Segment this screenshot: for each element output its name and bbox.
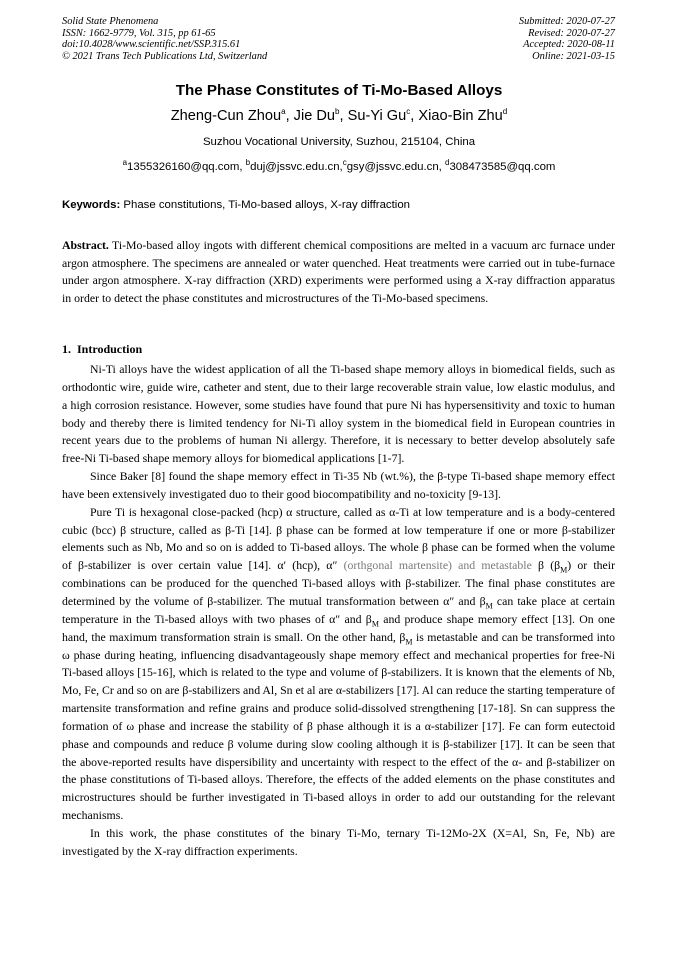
submitted-date: Submitted: 2020-07-27 <box>518 16 615 27</box>
abstract-label: Abstract. <box>62 238 109 252</box>
revised-date: Revised: 2020-07-27 <box>528 27 615 39</box>
email-sup: d <box>445 158 450 168</box>
journal-name: Solid State Phenomena <box>62 16 159 27</box>
email-address[interactable]: gsy@jssvc.edu.cn, <box>346 161 446 173</box>
email-address[interactable]: 1355326160@qq.com, <box>127 161 246 173</box>
section-body <box>62 361 615 861</box>
email-sup: a <box>122 158 128 168</box>
email-sup: b <box>245 158 251 168</box>
email-address[interactable]: duj@jssvc.edu.cn, <box>250 161 343 173</box>
subscript: M <box>371 619 379 629</box>
email-list <box>0 158 678 173</box>
paragraph <box>62 504 615 825</box>
abstract <box>62 237 615 307</box>
section-number: 1. <box>62 342 71 356</box>
author-sup: c <box>406 107 411 117</box>
paragraph-text: and produce shape memory effect [13]. On one hand, the maximum transformation strain is small. On the other hand, β <box>62 611 615 644</box>
author-sep: , <box>410 108 419 124</box>
author-sup: b <box>335 107 340 117</box>
author-sup: a <box>281 107 286 117</box>
paragraph: Ni-Ti alloys have the widest application of all the Ti-based shape memory alloys in biomedical fields, such as orthodontic wire, guide wire, catheter and stent, due to their large recoverable strain value, low elastic modulus, and a high corrosion resistance. However, some studies have found that pure Ni has hypersensitivity and toxic to human body and thereby there is limited tendency for Ni-Ti alloy system in the biomedical field in European countries in recent years due to the problems of human Ni allergy. Therefore, it is necessary to better develop absolutely safe free-Ni Ti-based shape memory alloys for biomedical applications [1-7]. <box>62 362 615 466</box>
paragraph-text: β (β <box>531 558 561 573</box>
email-sup: c <box>342 158 347 168</box>
paragraph-text: Pure Ti is hexagonal close-packed (hcp) α structure, called as α-Ti at low temperature and is a body-centered cubic (bcc) β structure, called as β-Ti [14]. β phase can be formed at low temperature if one or more β-stabilizer elements such as Nb, Mo and so on is added to Ti-based alloys. The whole β phase can be formed when the volume of β-stabilizer is over certain value [14]. α′ (hcp), α″ <box>62 504 615 573</box>
issn-line: ISSN: 1662-9779, Vol. 315, pp 61-65 <box>62 27 216 39</box>
author-name: Xiao-Bin Zhu <box>418 108 503 124</box>
paragraph: Since Baker [8] found the shape memory effect in Ti-35 Nb (wt.%), the β-type Ti-based shape memory effect have been extensively investigated duo to their good biocompatibility and no-toxicity [9-13]. <box>62 469 615 501</box>
section-heading <box>62 342 142 357</box>
subscript: M <box>405 637 413 647</box>
author-name: Zheng-Cun Zhou <box>170 108 282 124</box>
keywords <box>62 199 617 211</box>
subscript: M <box>560 565 568 575</box>
subscript: M <box>485 601 493 611</box>
paragraph-text-gray: (orthgonal martensite) and metastable <box>343 558 532 573</box>
copyright-line: © 2021 Trans Tech Publications Ltd, Switzerland <box>62 50 268 62</box>
accepted-date: Accepted: 2020-08-11 <box>523 39 615 51</box>
journal-info <box>62 16 267 62</box>
author-name: Jie Du <box>293 108 336 124</box>
author-name: Su-Yi Gu <box>347 108 407 124</box>
abstract-text: Ti-Mo-based alloy ingots with different chemical compositions are melted in a vacuum arc furnace under argon atmosphere. The specimens are annealed or water quenched. Heat treatments were carried out in tube-furnace under argon atmosphere. X-ray diffraction (XRD) experiments were performed using a X-ray diffraction apparatus in order to detect the phase constitutes and microstructures of the Ti-Mo-based specimens. <box>62 238 615 305</box>
section-title: Introduction <box>77 342 143 356</box>
author-sup: d <box>502 107 508 117</box>
keywords-text: Phase constitutions, Ti-Mo-based alloys, X-ray diffraction <box>120 199 410 211</box>
author-sep: , <box>285 108 294 124</box>
online-date: Online: 2021-03-15 <box>532 50 615 62</box>
paragraph-text: can take place at certain temperature in the Ti-based alloys with two phases of α″ and β <box>62 593 615 626</box>
keywords-label: Keywords: <box>62 199 121 211</box>
paper-title: The Phase Constitutes of Ti-Mo-Based Alloys <box>175 82 503 99</box>
doi-line: doi:10.4028/www.scientific.net/SSP.315.61 <box>62 39 241 51</box>
paragraph-text: ) or their combinations can be produced for the quenched Ti-based alloys with β-stabilizer. The final phase constitutes are determined by the volume of β-stabilizer. The mutual transformation between α″ and β <box>62 558 616 608</box>
affiliation: Suzhou Vocational University, Suzhou, 215104, China <box>202 136 476 148</box>
paragraph: In this work, the phase constitutes of the binary Ti-Mo, ternary Ti-12Mo-2X (X=Al, Sn, Fe, Nb) are investigated by the X-ray diffraction experiments. <box>62 825 615 858</box>
paragraph-text: is metastable and can be transformed into ω phase during heating, influencing disadvantageously shape memory effect and mechanical properties for free-Ni Ti-based alloys [15-16], which is related to the type and volume of β-stabilizers. It is known that the elements of Nb, Mo, Fe, Cr and so on are β-stabilizers and Al, Sn et al are α-stabilizers [17]. Al can reduce the starting temperature of martensite transformation and refine grains and produce solid-dissolved strengthening [17-18]. Sn can suppress the formation of ω phase and increase the stability of β phase although it is a α-stabilizer [17]. Fe can form eutectoid phase and compounds and reduce β volume during slow cooling although it is β-stabilizer [17]. It can be seen that the above-reported results have dispersibility and uncertainty with respect to the effect of the α- and β-stabilizer on the phase constitutions of Ti-based alloys. Therefore, the effects of the added elements on the phase constitutes and microstructures should be further investigated in Ti-based alloys in order to add our outstanding for the relevant mechanisms. <box>62 629 616 823</box>
author-sep: , <box>339 108 348 124</box>
email-address[interactable]: 308473585@qq.com <box>449 161 556 173</box>
author-list <box>0 108 678 124</box>
date-info <box>519 16 615 62</box>
